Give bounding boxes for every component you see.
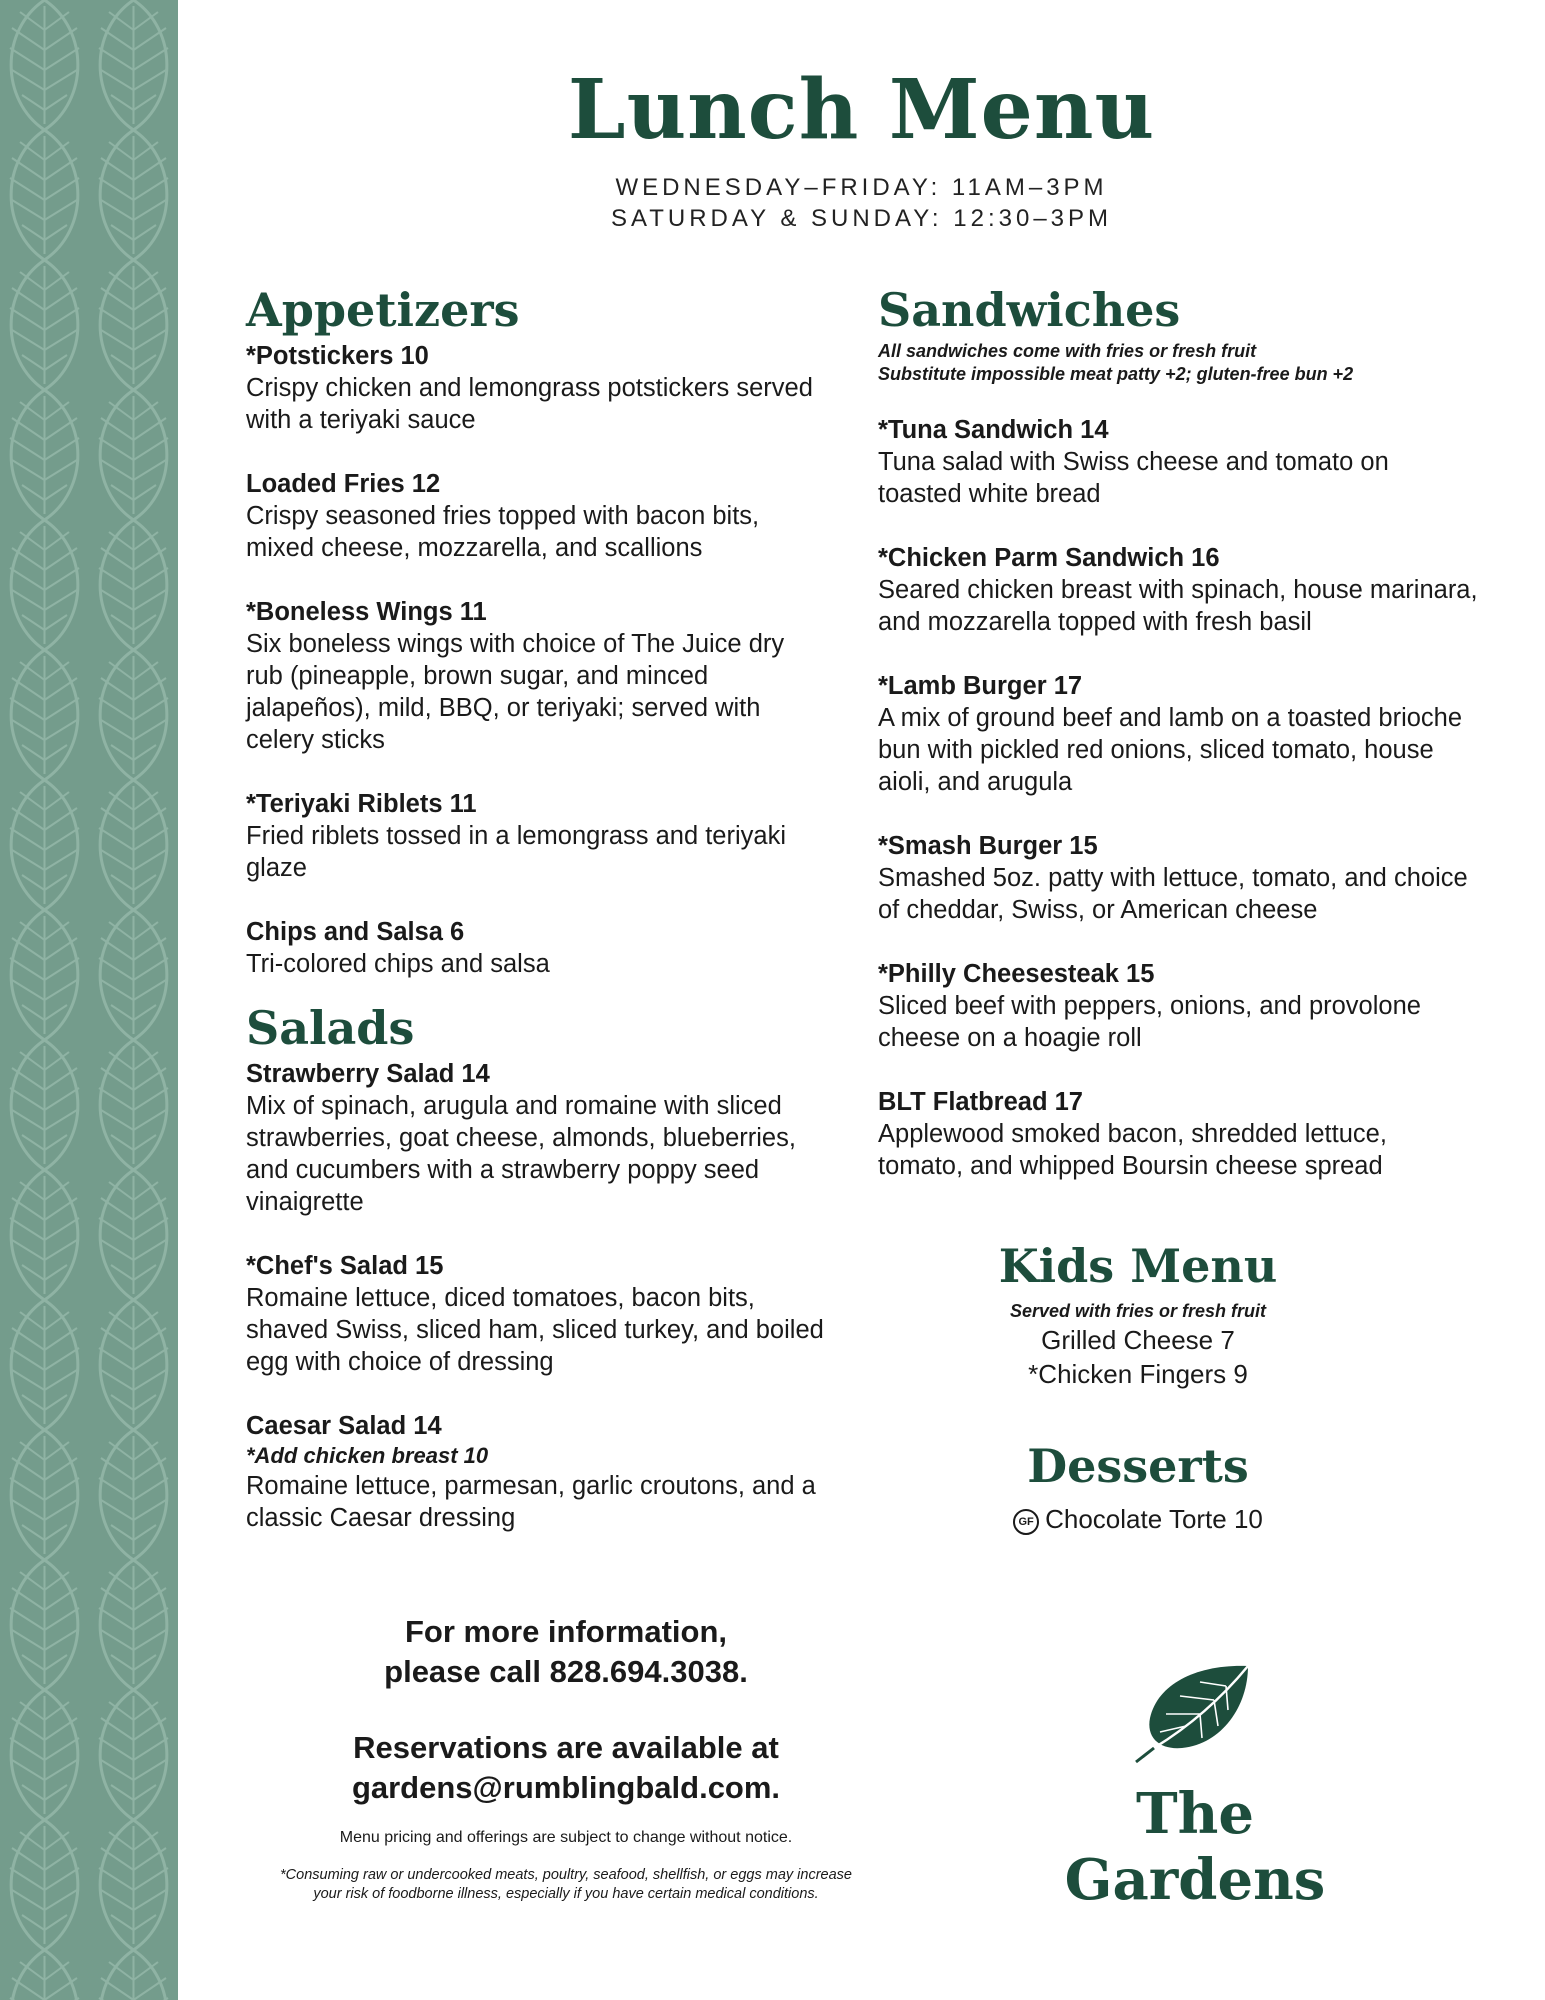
salads-heading: Salads	[246, 1001, 415, 1055]
sandwiches-note: All sandwiches come with fries or fresh fruit	[878, 341, 1257, 361]
sandwiches-heading: Sandwiches	[878, 283, 1181, 337]
brand-name: The Gardens	[1064, 1781, 1326, 1913]
health-warning-line: *Consuming raw or undercooked meats, poultry, seafood, shellfish, or eggs may increase	[280, 1867, 852, 1883]
dessert-item	[878, 1502, 1398, 1536]
item-name: *Philly Cheesesteak 15	[878, 960, 1155, 988]
logo	[1010, 1660, 1380, 1913]
left-column	[246, 280, 826, 1566]
hours-weekday: WEDNESDAY–FRIDAY: 11AM–3PM	[615, 174, 1108, 201]
item-desc: Tuna salad with Swiss cheese and tomato on toasted white bread	[878, 448, 1389, 508]
kids-item: Grilled Cheese 7	[1041, 1325, 1235, 1355]
item-desc: Sliced beef with peppers, onions, and provolone cheese on a hoagie roll	[878, 992, 1421, 1052]
item-name: *Smash Burger 15	[878, 832, 1098, 860]
pricing-notice: Menu pricing and offerings are subject to change without notice.	[339, 1829, 793, 1846]
item-desc: Romaine lettuce, diced tomatoes, bacon bits, shaved Swiss, sliced ham, sliced turkey, and boiled egg with choice of dressing	[246, 1284, 824, 1376]
item-desc: Crispy chicken and lemongrass potstickers served with a teriyaki sauce	[246, 374, 813, 434]
item-desc: Fried riblets tossed in a lemongrass and teriyaki glaze	[246, 822, 786, 882]
item-name: *Teriyaki Riblets 11	[246, 790, 477, 818]
item-name: *Potstickers 10	[246, 342, 429, 370]
item-name: *Lamb Burger 17	[878, 672, 1083, 700]
desserts	[878, 1436, 1398, 1536]
opening-hours	[178, 172, 1545, 234]
kids-menu	[878, 1236, 1398, 1391]
item-addon: *Add chicken breast 10	[246, 1443, 489, 1468]
item-name: Caesar Salad 14	[246, 1412, 442, 1440]
email-line: gardens@rumblingbald.com.	[351, 1770, 781, 1805]
menu-item	[246, 340, 826, 436]
item-desc: Six boneless wings with choice of The Juice dry rub (pineapple, brown sugar, and minced jalapeños), mild, BBQ, or teriyaki; served with celery sticks	[246, 630, 785, 754]
info-line: Reservations are available at	[353, 1730, 779, 1765]
item-desc: Crispy seasoned fries topped with bacon bits, mixed cheese, mozzarella, and scallions	[246, 502, 760, 562]
sandwiches-substitute-note: Substitute impossible meat patty +2; gluten-free bun +2	[878, 364, 1354, 384]
menu-item	[878, 830, 1478, 926]
menu-item	[878, 414, 1478, 510]
item-desc: Tri-colored chips and salsa	[246, 950, 550, 978]
leaf-icon	[1130, 1660, 1260, 1770]
gluten-free-icon: GF	[1013, 1509, 1039, 1535]
info-line: For more information,	[404, 1614, 728, 1649]
item-desc: Applewood smoked bacon, shredded lettuce, tomato, and whipped Boursin cheese spread	[878, 1120, 1387, 1180]
kids-heading: Kids Menu	[998, 1239, 1278, 1293]
menu-item	[878, 670, 1478, 798]
right-column	[878, 280, 1478, 1214]
item-desc: Smashed 5oz. patty with lettuce, tomato, and choice of cheddar, Swiss, or American cheese	[878, 864, 1468, 924]
item-name: Strawberry Salad 14	[246, 1060, 490, 1088]
desserts-heading: Desserts	[1027, 1439, 1249, 1493]
dessert-item-name: Chocolate Torte 10	[1045, 1504, 1263, 1534]
item-name: BLT Flatbread 17	[878, 1088, 1083, 1116]
page-title: Lunch Menu	[567, 62, 1156, 158]
menu-item	[246, 1058, 826, 1218]
menu-item	[246, 916, 826, 980]
menu-item	[246, 468, 826, 564]
item-name: *Chicken Parm Sandwich 16	[878, 544, 1220, 572]
item-name: *Tuna Sandwich 14	[878, 416, 1109, 444]
item-desc: Seared chicken breast with spinach, house marinara, and mozzarella topped with fresh basil	[878, 576, 1478, 636]
phone-line: please call 828.694.3038.	[384, 1654, 748, 1689]
menu-item	[878, 1086, 1478, 1182]
leaf-pattern-icon	[0, 0, 178, 2000]
item-name: Chips and Salsa 6	[246, 918, 465, 946]
item-desc: Romaine lettuce, parmesan, garlic croutons, and a classic Caesar dressing	[246, 1472, 816, 1532]
item-name: Loaded Fries 12	[246, 470, 441, 498]
menu-item	[878, 958, 1478, 1054]
item-name: *Chef's Salad 15	[246, 1252, 444, 1280]
kids-item: *Chicken Fingers 9	[1028, 1359, 1248, 1389]
health-warning	[246, 1866, 886, 1904]
contact-info	[246, 1612, 886, 1904]
item-desc: Mix of spinach, arugula and romaine with sliced strawberries, goat cheese, almonds, blueberries, and cucumbers with a strawberry poppy seed vinaigrette	[246, 1092, 796, 1216]
menu-item	[246, 1410, 826, 1534]
health-warning-line: your risk of foodborne illness, especially if you have certain medical conditions.	[313, 1886, 819, 1902]
menu-item	[246, 1250, 826, 1378]
item-name: *Boneless Wings 11	[246, 598, 487, 626]
menu-item	[246, 788, 826, 884]
menu-item	[878, 542, 1478, 638]
hours-weekend: SATURDAY & SUNDAY: 12:30–3PM	[610, 205, 1113, 232]
item-desc: A mix of ground beef and lamb on a toasted brioche bun with pickled red onions, sliced tomato, house aioli, and arugula	[878, 704, 1463, 796]
menu-item	[246, 596, 826, 756]
kids-note: Served with fries or fresh fruit	[1009, 1301, 1267, 1321]
decorative-leaf-pattern-sidebar	[0, 0, 178, 2000]
appetizers-heading: Appetizers	[246, 283, 520, 337]
